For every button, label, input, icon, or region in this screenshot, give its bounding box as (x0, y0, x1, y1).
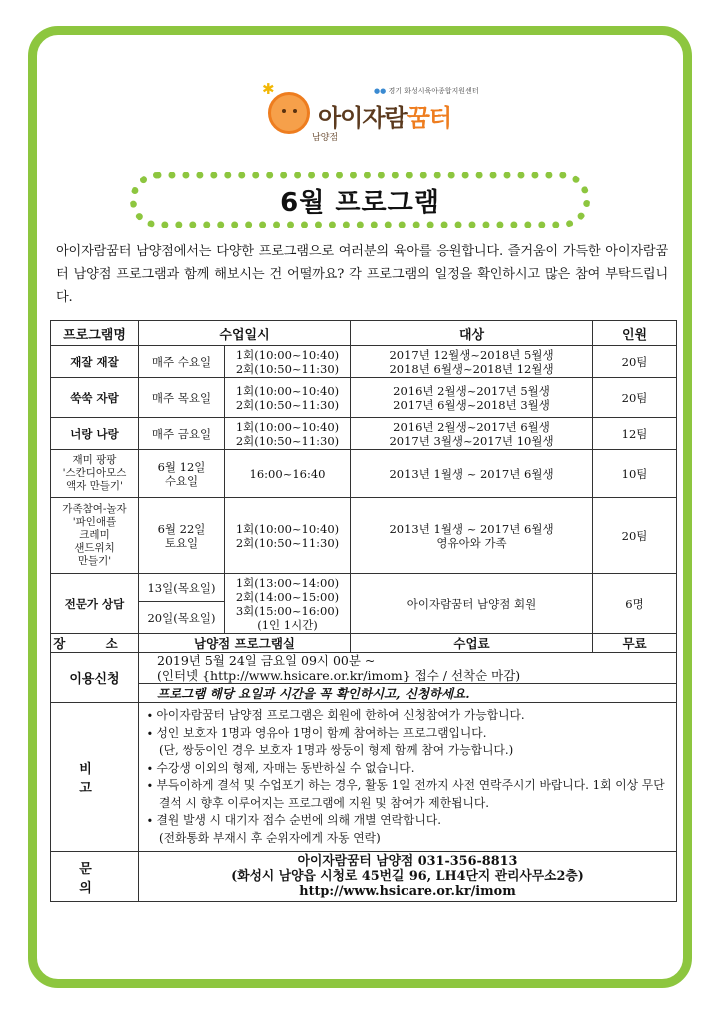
program-times: 1회(10:00~10:40) 2회(10:50~11:30) (225, 378, 351, 418)
remark-item: ∙ 아이자람꿈터 남양점 프로그램은 회원에 한하여 신청참여가 가능합니다. (147, 708, 525, 722)
table-row (51, 498, 677, 574)
remark-item: ∙ 결원 발생 시 대기자 접수 순번에 의해 개별 연락합니다. (147, 813, 441, 827)
location-row (51, 634, 677, 653)
expert-date: 20일(목요일) (139, 602, 225, 634)
remark-item: ∙ 성인 보호자 1명과 영유아 1명이 함께 참여하는 프로그램입니다. (147, 725, 487, 740)
remark-item: (전화통화 부재시 후 순위자에게 자동 연락) (159, 830, 381, 845)
apply-row (51, 653, 677, 684)
contact-url-link[interactable]: http://www.hsicare.or.kr/imom (299, 884, 516, 899)
program-table (50, 320, 677, 902)
star-icon: ✱ (262, 80, 275, 98)
contact-row (51, 852, 677, 902)
fee-value: 무료 (593, 634, 677, 653)
contact-label: 문 의 (51, 852, 139, 902)
expert-date: 13일(목요일) (139, 574, 225, 602)
program-capacity: 20팀 (593, 346, 677, 378)
table-row (51, 346, 677, 378)
location-label: 장 소 (51, 634, 139, 653)
logo-center-name: ●● 경기 화성시육아종합지원센터 (374, 87, 479, 95)
program-times: 16:00~16:40 (225, 450, 351, 498)
program-name: 전문가 상담 (51, 574, 139, 634)
header-program: 프로그램명 (51, 321, 139, 346)
intro-text: 아이자람꿈터 남양점에서는 다양한 프로그램으로 여러분의 육아를 응원합니다. 즐거움이 가득한 아이자람꿈터 남양점 프로그램과 함께 해보시는 건 어떨까요? 각 프로그램의 일정을 확인하시고 많은 참여 부탁드립니다. (56, 244, 668, 305)
table-header-row (51, 321, 677, 346)
logo-title: 아이자람꿈터 (318, 104, 452, 132)
table-row-expert (51, 574, 677, 602)
title-box (130, 172, 590, 228)
program-capacity: 10팀 (593, 450, 677, 498)
program-target: 2013년 1월생 ~ 2017년 6월생 (351, 450, 593, 498)
program-name: 가족참여-놀자 '파인애플 크레미 샌드위치 만들기' (51, 498, 139, 574)
logo-branch: 남양점 (312, 133, 339, 143)
apply-label: 이용신청 (51, 653, 139, 703)
program-day: 매주 금요일 (139, 418, 225, 450)
program-times: 1회(10:00~10:40) 2회(10:50~11:30) (225, 498, 351, 574)
location-value: 남양점 프로그램실 (139, 634, 351, 653)
header-capacity: 인원 (593, 321, 677, 346)
program-target: 2017년 12월생~2018년 5월생 2018년 6월생~2018년 12월생 (351, 346, 593, 378)
fee-label: 수업료 (351, 634, 593, 653)
program-capacity: 12팀 (593, 418, 677, 450)
program-capacity: 20팀 (593, 378, 677, 418)
program-capacity: 6명 (593, 574, 677, 634)
remark-item: (단, 쌍둥이인 경우 보호자 1명과 쌍둥이 형제 함께 참여 가능합니다.) (159, 743, 514, 757)
header-schedule: 수업일시 (139, 321, 351, 346)
program-name: 재잘 재잘 (51, 346, 139, 378)
program-name: 너랑 나랑 (51, 418, 139, 450)
smile-face-icon (268, 92, 310, 134)
table-row (51, 450, 677, 498)
program-target: 2016년 2월생~2017년 6월생 2017년 3월생~2017년 10월생 (351, 418, 593, 450)
remark-item: ∙ 부득이하게 결석 및 수업포기 하는 경우, 활동 1일 전까지 사전 연락주시기 바랍니다. 1회 이상 무단결석 시 향후 이루어지는 프로그램에 지원 및 참여가 제한됩니다. (147, 778, 665, 810)
program-target: 2016년 2월생~2017년 5월생 2017년 6월생~2018년 3월생 (351, 378, 593, 418)
apply-text: 2019년 5월 24일 금요일 09시 00분 ~ (인터넷 {http://www.hsicare.or.kr/imom} 접수 / 선착순 마감) (139, 653, 677, 684)
table-row (51, 378, 677, 418)
program-capacity: 20팀 (593, 498, 677, 574)
apply-note: 프로그램 해당 요일과 시간을 꼭 확인하시고, 신청하세요. (139, 684, 677, 703)
program-target: 아이자람꿈터 남양점 회원 (351, 574, 593, 634)
program-times: 1회(10:00~10:40) 2회(10:50~11:30) (225, 346, 351, 378)
program-target: 2013년 1월생 ~ 2017년 6월생 영유아와 가족 (351, 498, 593, 574)
program-times: 1회(10:00~10:40) 2회(10:50~11:30) (225, 418, 351, 450)
program-day: 매주 수요일 (139, 346, 225, 378)
logo (262, 80, 492, 146)
program-day: 6월 22일 토요일 (139, 498, 225, 574)
page-title: 6월 프로그램 (280, 187, 440, 218)
program-day: 매주 목요일 (139, 378, 225, 418)
program-name: 쑥쑥 자람 (51, 378, 139, 418)
program-day: 6월 12일 수요일 (139, 450, 225, 498)
remark-item: ∙ 수강생 이외의 형제, 자매는 동반하실 수 없습니다. (147, 760, 415, 775)
contact-info: 아이자람꿈터 남양점 031-356-8813 (화성시 남양읍 시청로 45번길 96, LH4단지 관리사무소2층) http://www.hsicare.or.kr/imom (139, 852, 677, 902)
remarks-row (51, 703, 677, 852)
table-row (51, 418, 677, 450)
apply-note-row (51, 684, 677, 703)
program-name: 재미 팡팡 '스칸디아모스 액자 만들기' (51, 450, 139, 498)
program-times: 1회(13:00~14:00) 2회(14:00~15:00) 3회(15:00~16:00) (1인 1시간) (225, 574, 351, 634)
remarks-label: 비 고 (51, 703, 139, 852)
remarks-list (139, 703, 677, 852)
header-target: 대상 (351, 321, 593, 346)
